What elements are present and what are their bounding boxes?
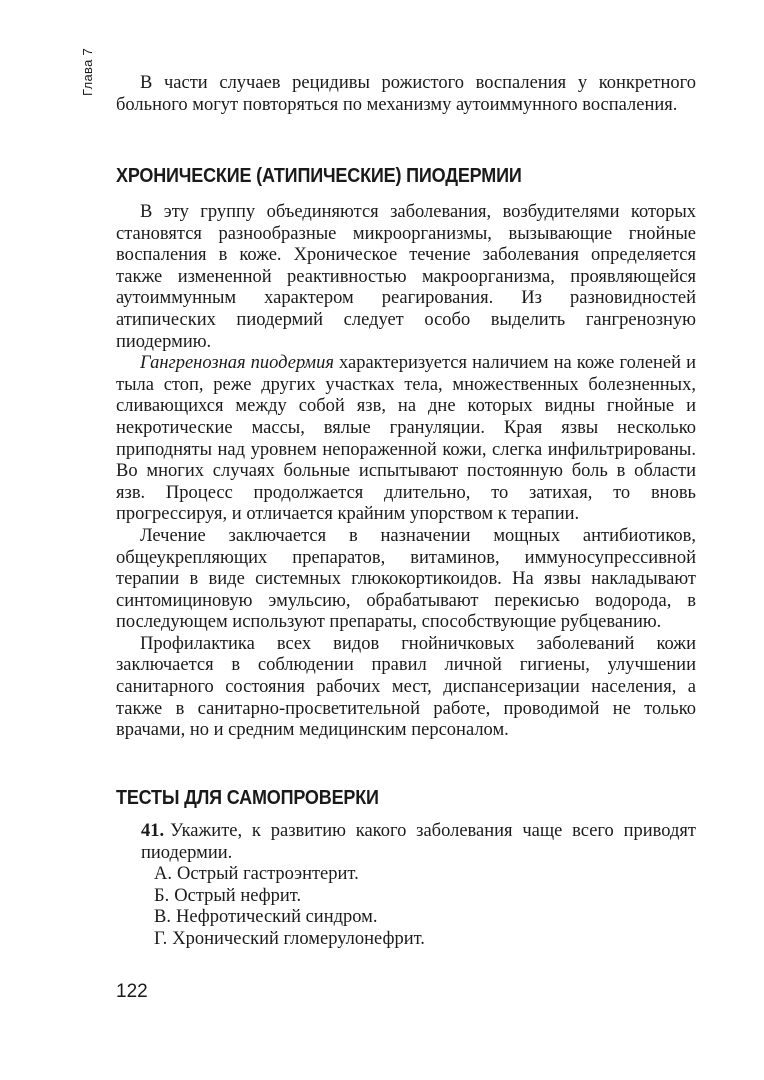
intro-block <box>116 73 696 116</box>
paragraph-treatment: Лечение заключается в назначении мощных антибиотиков, общеукрепляющих препаратов, витаминов, иммуносупрессивной терапии в виде системных глюкокортикоидов. На язвы накладывают синтомициновую эмульсию, обрабатывают перекисью водорода, в последующем используют препараты, способствующие рубцеванию. <box>116 525 696 633</box>
answer-text: Острый гастроэнтерит. <box>177 864 359 885</box>
answer-list <box>141 864 696 950</box>
answer-letter: Г. <box>154 928 168 949</box>
paragraph-gangrenous-pyoderma-text: характеризуется наличием на коже голеней и тыла стоп, реже других участках тела, множественных болезненных, сливающихся между собой язв, на дне которых видны гнойные и некротические массы, вялые грануляции. Края язвы несколько приподняты над уровнем непораженной кожи, слегка инфильтрированы. Во многих случаях больные испытывают постоянную боль в области язв. Процесс продолжается длительно, то затихая, то вновь прогрессируя, и отличается крайним упорством к терапии. <box>116 353 696 525</box>
page-number: 122 <box>116 981 148 1002</box>
answer-option <box>141 886 696 908</box>
answer-letter: Б. <box>154 885 170 906</box>
question-text: Укажите, к развитию какого заболевания чаще всего приводят пиодермии. <box>141 821 696 863</box>
answer-letter: А. <box>154 864 172 885</box>
answer-text: Острый нефрит. <box>174 885 302 906</box>
section-body-chronic-pyoderma <box>116 202 696 742</box>
paragraph-prevention: Профилактика всех видов гнойничковых заболеваний кожи заключается в соблюдении правил личной гигиены, улучшении санитарного состояния рабочих мест, диспансеризации населения, а также в санитарно-просветительной работе, проводимой не только врачами, но и средним медицинским персоналом. <box>116 633 696 741</box>
answer-text: Хронический гломерулонефрит. <box>172 928 425 949</box>
chapter-label: Глава 7 <box>80 47 95 96</box>
answer-option <box>141 929 696 951</box>
question-number: 41. <box>141 821 165 841</box>
paragraph-gangrenous-pyoderma <box>116 353 696 526</box>
test-question <box>141 821 696 951</box>
answer-option <box>141 907 696 929</box>
section-heading-self-tests: ТЕСТЫ ДЛЯ САМОПРОВЕРКИ <box>116 787 379 809</box>
answer-option <box>141 864 696 886</box>
answer-letter: В. <box>154 907 171 928</box>
term-gangrenous-pyoderma: Гангренозная пиодермия <box>140 353 334 374</box>
answer-text: Нефротический синдром. <box>175 907 378 928</box>
section-heading-chronic-pyoderma: ХРОНИЧЕСКИЕ (АТИПИЧЕСКИЕ) ПИОДЕРМИИ <box>116 165 522 187</box>
intro-paragraph: В части случаев рецидивы рожистого воспаления у конкретного больного могут повторяться по механизму аутоиммунного воспаления. <box>116 73 696 115</box>
question-text-block <box>141 821 696 864</box>
paragraph-group-description: В эту группу объединяются заболевания, возбудителями которых становятся разнообразные микроорганизмы, вызывающие гнойные воспаления в коже. Хроническое течение заболевания определяется также измененной реактивностью макроорганизма, проявляющейся аутоиммунным характером реагирования. Из разновидностей атипических пиодермий следует особо выделить гангренозную пиодермию. <box>116 202 696 352</box>
